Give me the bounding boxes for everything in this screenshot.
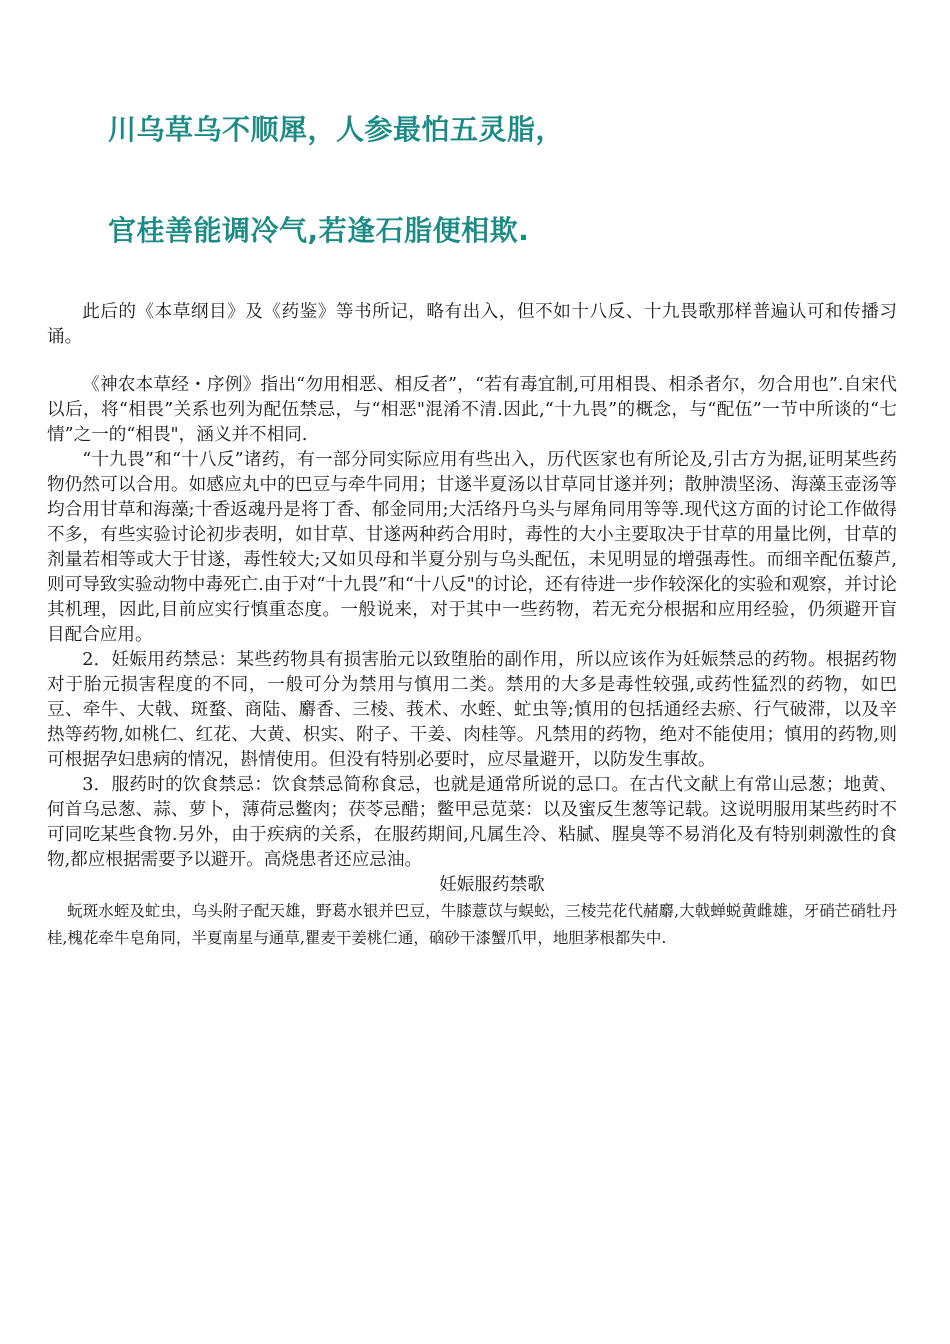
heading-line-2: 官桂善能调冷气,若逢石脂便相欺. (108, 214, 530, 247)
paragraph-pregnancy-taboo: 2．妊娠用药禁忌：某些药物具有损害胎元以致堕胎的副作用，所以应该作为妊娠禁忌的药物。根据药物对于胎元损害程度的不同，一般可分为禁用与慎用二类。禁用的大多是毒性较强,或药性猛烈的药物，如巴豆、牵牛、大戟、斑蝥、商陆、麝香、三棱、莪术、水蛭、虻虫等;慎用的包括通经去瘀、行气破滞，以及辛热等药物,如桃仁、红花、大黄、枳实、附子、干姜、肉桂等。凡禁用的药物，绝对不能使用；慎用的药物,则可根据孕妇患病的情况，斟情使用。但没有特别必要时，应尽量避开，以防发生事故。 (47, 650, 897, 770)
paragraph-shennong: 《神农本草经・序例》指出“勿用相恶、相反者”，“若有毒宜制,可用相畏、相杀者尔，勿合用也”.自宋代以后，将“相畏”关系也列为配伍禁忌，与“相恶"混淆不清.因此,“十九畏”的概念，与“配伍”一节中所谈的“七情”之一的“相畏"，涵义并不相同. (47, 375, 897, 445)
intro-paragraph-block (47, 300, 897, 350)
heading-line-1: 川乌草乌不顺犀，人参最怕五灵脂， (108, 113, 565, 146)
poem-title: 妊娠服药禁歌 (439, 875, 545, 895)
paragraph-nineteen-fears: “十九畏”和“十八反”诸药，有一部分同实际应用有些出入，历代医家也有所论及,引古方为据,证明某些药物仍然可以合用。如感应丸中的巴豆与牵牛同用；甘遂半夏汤以甘草同甘遂并列；散肿溃坚汤、海藻玉壶汤等均合用甘草和海藻;十香返魂丹是将丁香、郁金同用;大活络丹乌头与犀角同用等等.现代这方面的讨论工作做得不多，有些实验讨论初步表明，如甘草、甘遂两种药合用时，毒性的大小主要取决于甘草的用量比例，甘草的剂量若相等或大于甘遂，毒性较大;又如贝母和半夏分别与乌头配伍，未见明显的增强毒性。而细辛配伍藜芦,则可导致实验动物中毒死亡.由于对“十九畏”和“十八反"的讨论，还有待进一步作较深化的实验和观察，并讨论其机理，因此,目前应实行慎重态度。一般说来，对于其中一些药物，若无充分根据和应用经验，仍须避开盲目配合应用。 (47, 450, 897, 645)
poem-body: 蚖斑水蛭及虻虫，乌头附子配天雄，野葛水银并巴豆，牛膝薏苡与蜈蚣，三棱芫花代赭麝,大戟蝉蜕黄雌雄，牙硝芒硝牡丹桂,槐花牵牛皂角同，半夏南星与通草,瞿麦干姜桃仁通，硇砂干漆蟹爪甲，地胆茅根都失中. (47, 902, 897, 947)
intro-paragraph: 此后的《本草纲目》及《药鉴》等书所记，略有出入，但不如十八反、十九畏歌那样普遍认可和传播习诵。 (47, 302, 897, 347)
main-text-block (47, 373, 897, 952)
paragraph-diet-taboo: 3．服药时的饮食禁忌：饮食禁忌简称食忌，也就是通常所说的忌口。在古代文献上有常山忌葱；地黄、何首乌忌葱、蒜、萝卜，薄荷忌鳖肉；茯苓忌醋；鳖甲忌苋菜：以及蜜反生葱等记载。这说明服用某些药时不可同吃某些食物.另外，由于疾病的关系，在服药期间,凡属生冷、粘腻、腥臭等不易消化及有特别刺激性的食物,都应根据需要予以避开。高烧患者还应忌油。 (47, 775, 897, 870)
